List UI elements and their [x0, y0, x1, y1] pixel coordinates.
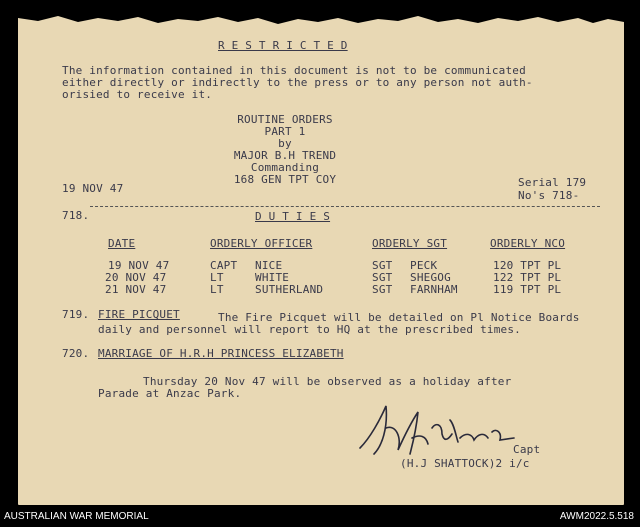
officer-name: NICE	[255, 259, 283, 272]
nco-unit: 122 TPT PL	[493, 271, 562, 284]
officer-name: SUTHERLAND	[255, 283, 324, 296]
col-orderly-nco: ORDERLY NCO	[490, 237, 566, 250]
sgt-rank: SGT	[372, 259, 393, 272]
officer-rank: LT	[210, 283, 224, 296]
nco-unit: 119 TPT PL	[493, 283, 562, 296]
torn-edge	[18, 0, 624, 26]
marriage-number: 720.	[62, 347, 90, 360]
sgt-name: PECK	[410, 259, 438, 272]
title-line-1: ROUTINE ORDERS	[237, 113, 333, 126]
col-orderly-sgt: ORDERLY SGT	[372, 237, 448, 250]
marriage-line-2: Parade at Anzac Park.	[98, 387, 242, 400]
officer-rank: CAPT	[210, 259, 238, 272]
order-date: 19 NOV 47	[62, 182, 124, 195]
sgt-name: SHEGOG	[410, 271, 451, 284]
notice-line-3: orisied to receive it.	[62, 88, 213, 101]
notice-line-2: either directly or indirectly to the press or to any person not auth-	[62, 76, 533, 89]
col-date: DATE	[108, 237, 136, 250]
serial-nos: No's 718-	[518, 189, 580, 202]
sgt-rank: SGT	[372, 283, 393, 296]
nco-unit: 120 TPT PL	[493, 259, 562, 272]
signature-name: (H.J SHATTOCK)2 i/c	[400, 457, 530, 470]
title-line-4: MAJOR B.H TREND	[233, 149, 337, 162]
sgt-name: FARNHAM	[410, 283, 458, 296]
footer-institution: AUSTRALIAN WAR MEMORIAL	[4, 511, 149, 522]
officer-rank: LT	[210, 271, 224, 284]
handwritten-signature	[352, 398, 522, 462]
fire-picquet-heading: FIRE PICQUET	[98, 308, 180, 321]
sgt-rank: SGT	[372, 271, 393, 284]
signature-rank: Capt	[513, 443, 541, 456]
classification-heading: R E S T R I C T E D	[218, 39, 348, 52]
notice-line-1: The information contained in this document is not to be communicated	[62, 64, 526, 77]
fire-picquet-line-2: daily and personnel will report to HQ at the prescribed times.	[98, 323, 521, 336]
archive-footer	[0, 505, 640, 527]
title-line-5: Commanding	[250, 161, 320, 174]
col-orderly-officer: ORDERLY OFFICER	[210, 237, 313, 250]
title-line-3: by	[278, 137, 292, 150]
duties-number: 718.	[62, 209, 90, 222]
marriage-line-1: Thursday 20 Nov 47 will be observed as a holiday after	[143, 375, 512, 388]
duties-heading: D U T I E S	[255, 210, 331, 223]
fire-picquet-number: 719.	[62, 308, 90, 321]
fire-picquet-line-1: The Fire Picquet will be detailed on Pl Notice Boards	[218, 311, 580, 324]
title-line-6: 168 GEN TPT COY	[233, 173, 337, 186]
row-date: 20 NOV 47	[105, 271, 167, 284]
officer-name: WHITE	[255, 271, 290, 284]
dashed-separator	[90, 206, 600, 207]
row-date: 19 NOV 47	[108, 259, 170, 272]
row-date: 21 NOV 47	[105, 283, 167, 296]
title-line-2: PART 1	[264, 125, 306, 138]
serial-number: Serial 179	[518, 176, 587, 189]
footer-catalogue-id: AWM2022.5.518	[559, 511, 634, 522]
marriage-heading: MARRIAGE OF H.R.H PRINCESS ELIZABETH	[98, 347, 344, 360]
